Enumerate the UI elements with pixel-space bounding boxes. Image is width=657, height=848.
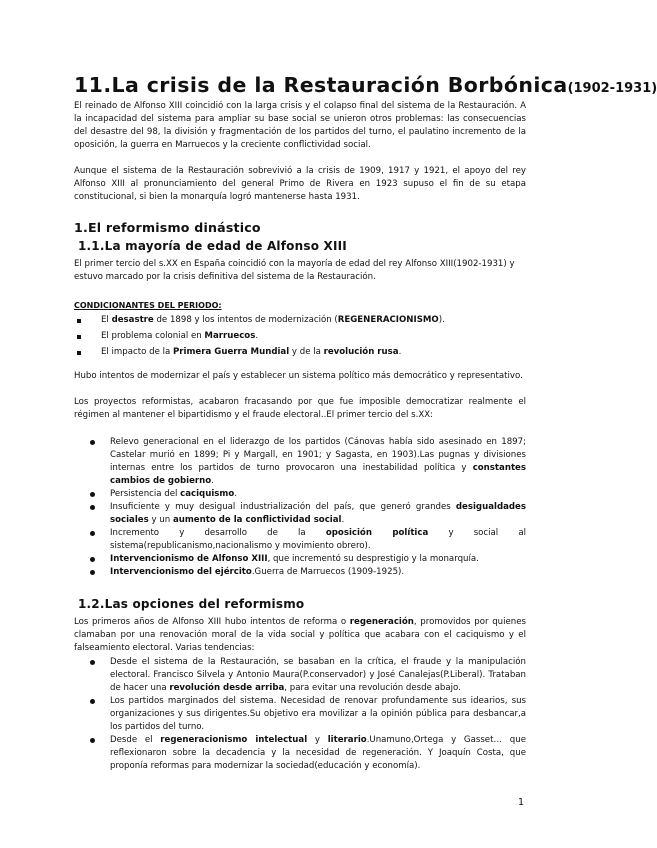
list-item: Relevo generacional en el liderazgo de los partidos (Cánovas había sido asesinado en 1897; Castelar murió en 1899; Pi y Margall, en 1901; y Sagasta, en 1903).Las pugnas y divisiones internas entre los partidos de turno provocaron una inestabilidad política y constantes cambios de gobierno.	[74, 436, 526, 488]
list-item: El problema colonial en Marruecos.	[74, 330, 526, 343]
tendencies-list	[74, 656, 526, 773]
list-item: Persistencia del caciquismo.	[74, 488, 526, 501]
attempts-paragraph: Hubo intentos de modernizar el país y establecer un sistema político más democrático y representativo.	[74, 371, 523, 381]
list-item: El impacto de la Primera Guerra Mundial y de la revolución rusa.	[74, 346, 526, 359]
list-item: Intervencionismo del ejército.Guerra de Marruecos (1909-1925).	[74, 566, 526, 579]
list-item: Incremento y desarrollo de la oposición política y social al sistema(republicanismo,nacionalismo y movimiento obrero).	[74, 527, 526, 553]
list-item: Los partidos marginados del sistema. Necesidad de renovar profundamente sus idearios, sus organizaciones y sus dirigentes.Su objetivo era movilizar a la opinión pública para desbancar,a los partidos del turno.	[74, 695, 526, 734]
section-1-1-text: El primer tercio del s.XX en España coincidió con la mayoría de edad del rey Alfonso XIII(1902-1931) y estuvo marcado por la crisis definitiva del sistema de la Restauración.	[74, 259, 515, 282]
list-item: Desde el regeneracionismo intelectual y literario.Unamuno,Ortega y Gasset… que reflexionaron sobre la decadencia y la necesidad de regeneración. Y Joaquín Costa, que proponía reformas para modernizar la sociedad(educación y economía).	[74, 734, 526, 773]
page-title: 11.La crisis de la Restauración Borbónica(1902-1931)	[74, 73, 657, 97]
title-dates: (1902-1931)	[567, 81, 657, 96]
list-item: El desastre de 1898 y los intentos de modernización (REGENERACIONISMO).	[74, 314, 526, 327]
page-number: 1	[517, 797, 524, 808]
projects-paragraph: Los proyectos reformistas, acabaron fracasando por que fue imposible democratizar realmente el régimen al mantener el bipartidismo y el fraude electoral..El primer tercio del s.XX:	[74, 397, 526, 420]
conditions-list	[74, 314, 526, 359]
conditions-label: CONDICIONANTES DEL PERIODO:	[74, 301, 222, 310]
intro-paragraph-1: El reinado de Alfonso XIII coincidió con la larga crisis y el colapso final del sistema de la Restauración. A la incapacidad del sistema para ampliar su base social se unieron otros problemas: las consecuencias del desastre del 98, la división y fragmentación de los partidos del turno, el paulatino incremento de la oposición, la guerra en Marruecos y la creciente conflictividad social.	[74, 101, 526, 150]
list-item: Desde el sistema de la Restauración, se basaban en la crítica, el fraude y la manipulación electoral. Francisco Silvela y Antonio Maura(P.conservador) y José Canalejas(P.Liberal). Trataban de hacer una revolución desde arriba, para evitar una revolución desde abajo.	[74, 656, 526, 695]
intro-paragraph-2: Aunque el sistema de la Restauración sobrevivió a la crisis de 1909, 1917 y 1921, el apoyo del rey Alfonso XIII al pronunciamiento del general Primo de Rivera en 1923 supuso el fin de su etapa constitucional, si bien la monarquía logró mantenerse hasta 1931.	[74, 166, 526, 202]
section-1-2-intro: Los primeros años de Alfonso XIII hubo intentos de reforma o regeneración, promovidos por quienes clamaban por una renovación moral de la vida social y política que acabara con el caciquismo y el falseamiento electoral. Varias tendencias:	[74, 617, 526, 653]
list-item: Intervencionismo de Alfonso XIII, que incrementó su desprestigio y la monarquía.	[74, 553, 526, 566]
list-item: Insuficiente y muy desigual industrialización del país, que generó grandes desigualdades sociales y un aumento de la conflictividad social.	[74, 501, 526, 527]
section-1-1-heading: 1.1.La mayoría de edad de Alfonso XIII	[78, 239, 347, 253]
section-1-heading: 1.El reformismo dinástico	[74, 220, 261, 235]
section-1-2-heading: 1.2.Las opciones del reformismo	[78, 597, 305, 611]
factors-list	[74, 436, 526, 579]
